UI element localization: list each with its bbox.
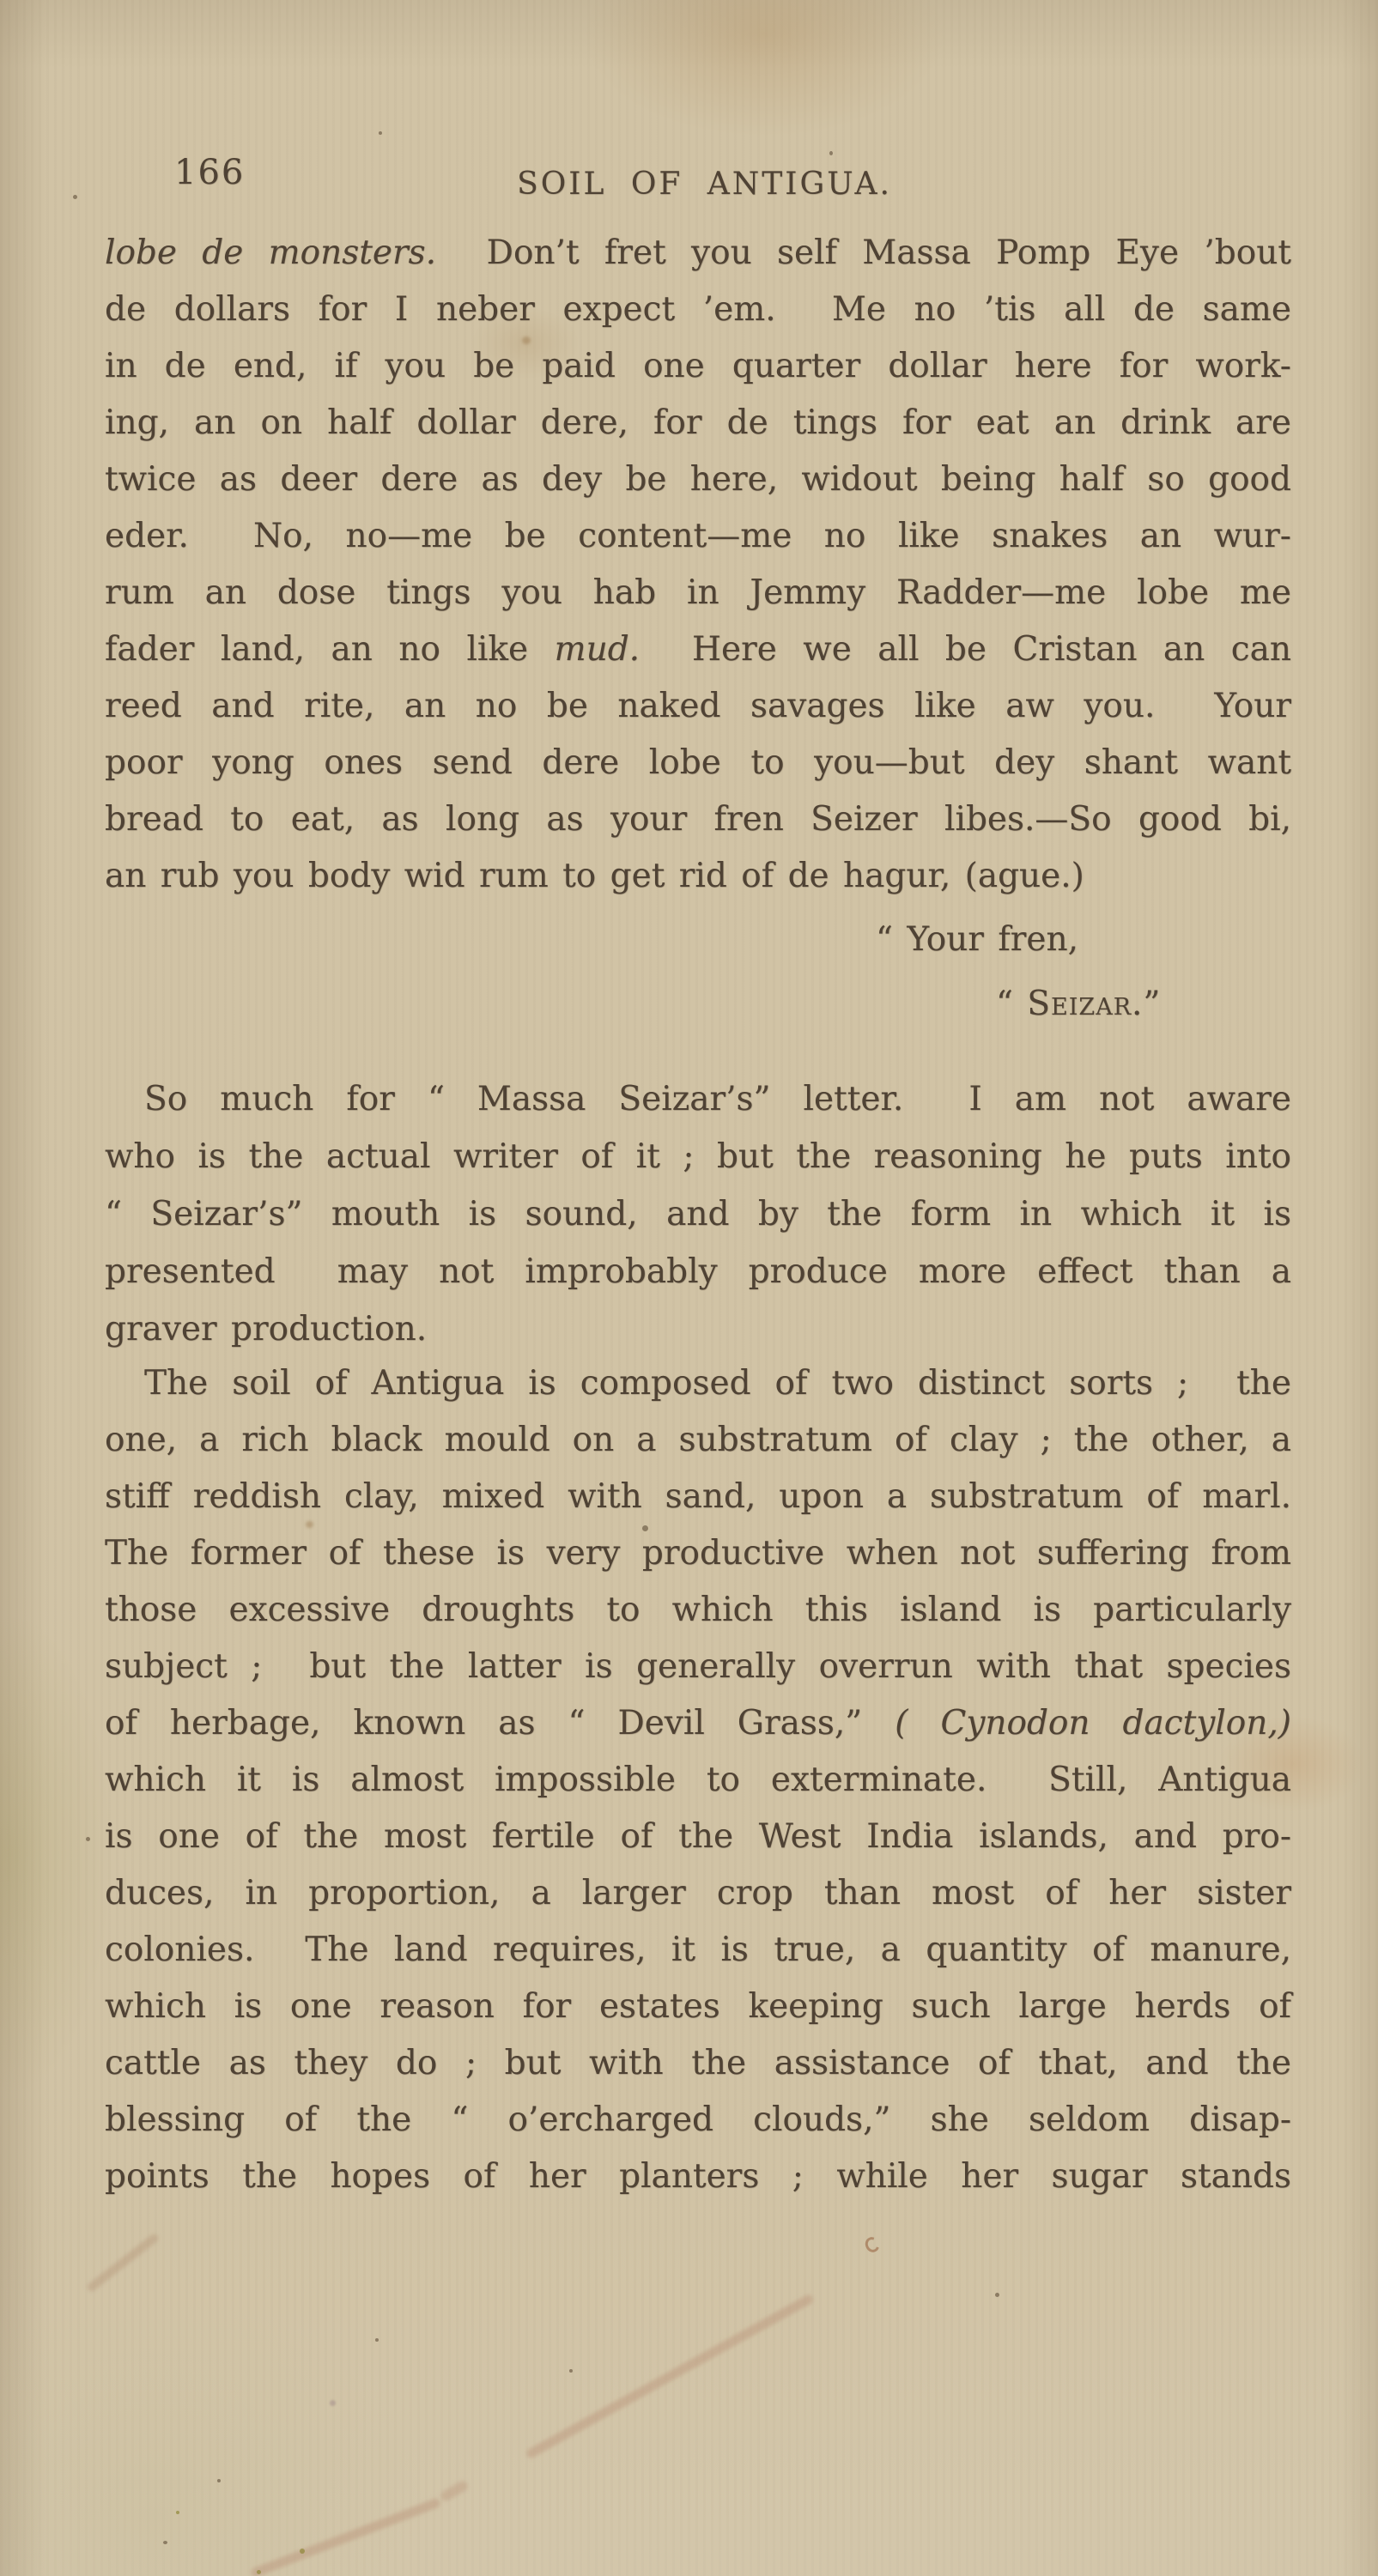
- text-line: [105, 848, 1291, 905]
- text-segment: colonies. The land requires, it is true, a quantity of manure,: [105, 1930, 1291, 1969]
- text-line: [105, 1243, 1291, 1300]
- text-line: [105, 1922, 1291, 1979]
- text-segment: Don’t fret you self Massa Pomp Eye ’bout: [436, 233, 1291, 272]
- text-line: [105, 565, 1291, 621]
- text-line: [105, 225, 1291, 282]
- text-line: [105, 1185, 1291, 1243]
- text-line: [105, 2149, 1291, 2205]
- text-line: [105, 1582, 1291, 1639]
- text-segment: Here we all be Cristan an can: [640, 630, 1291, 669]
- text-segment: ( Cynodon dactylon,): [895, 1704, 1291, 1743]
- text-segment: an rub you body wid rum to get rid of de hagur, (ague.): [105, 857, 1084, 895]
- paper-stain-spot: [522, 336, 531, 344]
- text-line: [105, 282, 1291, 338]
- text-segment: “: [996, 985, 1028, 1023]
- text-segment: one, a rich black mould on a substratum of clay ; the other, a: [105, 1421, 1291, 1459]
- paper-stain-spot: [330, 2400, 336, 2406]
- page-header: [0, 0, 1378, 223]
- ink-speck: [73, 195, 77, 199]
- text-segment: who is the actual writer of it ; but the reasoning he puts into: [105, 1137, 1291, 1176]
- text-segment: in de end, if you be paid one quarter dollar here for work-: [105, 347, 1291, 385]
- letter-signature-your-fren: [876, 912, 1078, 968]
- text-segment: ing, an on half dollar dere, for de tings for eat an drink are: [105, 403, 1291, 442]
- ink-speck: [375, 2338, 379, 2342]
- text-segment: So much for “ Massa Seizar’s” letter. I am not aware: [144, 1080, 1291, 1118]
- letter-signature-seizar: [996, 976, 1160, 1033]
- ink-speck: [569, 2369, 573, 2373]
- text-segment: rum an dose tings you hab in Jemmy Radder—me lobe me: [105, 573, 1291, 612]
- text-segment: those excessive droughts to which this island is particularly: [105, 1591, 1291, 1629]
- text-line: [105, 452, 1291, 508]
- text-segment: which it is almost impossible to exterminate. Still, Antigua: [105, 1761, 1291, 1799]
- paper-crease-mark: [439, 2479, 469, 2502]
- ink-speck: [379, 131, 382, 135]
- paper-crease-mark: [525, 2294, 815, 2460]
- text-line: [105, 1469, 1291, 1525]
- text-segment: blessing of the “ o’ercharged clouds,” she seldom disap-: [105, 2100, 1291, 2139]
- text-segment: points the hopes of her planters ; while her sugar stands: [105, 2157, 1291, 2196]
- text-line: [105, 1865, 1291, 1922]
- text-line: [876, 912, 1078, 968]
- ink-fleck: [863, 2234, 882, 2254]
- soil-description-paragraph: [105, 1355, 1291, 2205]
- text-segment: Seizar.: [1027, 985, 1144, 1023]
- text-segment: “ Your fren,: [876, 920, 1079, 959]
- text-line: [105, 1639, 1291, 1695]
- text-segment: poor yong ones send dere lobe to you—but dey shant want: [105, 743, 1291, 782]
- text-line: [105, 508, 1291, 565]
- mildew-speck: [300, 2549, 305, 2554]
- text-segment: reed and rite, an no be naked savages like aw you. Your: [105, 687, 1291, 725]
- ink-speck: [642, 1525, 648, 1531]
- ink-speck: [163, 2541, 167, 2544]
- text-segment: The soil of Antigua is composed of two distinct sorts ; the: [144, 1364, 1291, 1403]
- text-line: [105, 621, 1291, 678]
- text-segment: cattle as they do ; but with the assistance of that, and the: [105, 2044, 1291, 2082]
- text-line: [105, 1979, 1291, 2035]
- text-line: [105, 1300, 1291, 1358]
- running-title: SOIL OF ANTIGUA.: [517, 167, 892, 202]
- text-line: [105, 2035, 1291, 2092]
- text-line: [105, 1525, 1291, 1582]
- mildew-speck: [257, 2570, 261, 2574]
- letter-body-paragraph: [105, 225, 1291, 905]
- mildew-speck: [176, 2511, 179, 2514]
- text-line: [105, 1128, 1291, 1185]
- text-line: [996, 976, 1160, 1033]
- ink-speck: [86, 1837, 90, 1841]
- text-line: [105, 1070, 1291, 1128]
- ink-speck: [995, 2293, 999, 2297]
- text-segment: presented may not improbably produce more effect than a: [105, 1252, 1291, 1291]
- text-segment: The former of these is very productive when not suffering from: [105, 1534, 1291, 1573]
- text-line: [105, 2092, 1291, 2149]
- text-segment: of herbage, known as “ Devil Grass,”: [105, 1704, 895, 1743]
- text-segment: stiff reddish clay, mixed with sand, upon a substratum of marl.: [105, 1477, 1291, 1516]
- text-line: [105, 395, 1291, 452]
- paper-crease-mark: [250, 2497, 441, 2576]
- ink-speck: [217, 2479, 221, 2482]
- text-segment: twice as deer dere as dey be here, widout being half so good: [105, 460, 1291, 499]
- text-line: [105, 1695, 1291, 1752]
- text-line: [105, 1412, 1291, 1469]
- text-segment: ”: [1143, 985, 1161, 1023]
- text-line: [105, 1809, 1291, 1865]
- text-segment: is one of the most fertile of the West India islands, and pro-: [105, 1817, 1291, 1856]
- text-segment: subject ; but the latter is generally overrun with that species: [105, 1647, 1291, 1686]
- text-segment: which is one reason for estates keeping such large herds of: [105, 1987, 1291, 2026]
- paper-stain-spot: [306, 1521, 313, 1528]
- text-line: [105, 1355, 1291, 1412]
- text-segment: fader land, an no like: [105, 630, 555, 669]
- text-line: [105, 1752, 1291, 1809]
- text-line: [105, 678, 1291, 735]
- text-segment: eder. No, no—me be content—me no like snakes an wur-: [105, 517, 1291, 555]
- text-segment: bread to eat, as long as your fren Seizer libes.—So good bi,: [105, 800, 1291, 839]
- text-line: [105, 791, 1291, 848]
- page-number: 166: [174, 153, 246, 192]
- commentary-paragraph: [105, 1070, 1291, 1358]
- text-segment: “ Seizar’s” mouth is sound, and by the form in which it is: [105, 1195, 1291, 1233]
- text-segment: lobe de monsters.: [105, 233, 437, 272]
- text-line: [105, 735, 1291, 791]
- text-segment: mud.: [554, 630, 640, 669]
- paper-crease-mark: [86, 2233, 161, 2294]
- text-segment: duces, in proportion, a larger crop than most of her sister: [105, 1874, 1291, 1912]
- text-segment: graver production.: [105, 1310, 428, 1349]
- ink-speck: [829, 151, 833, 155]
- text-line: [105, 338, 1291, 395]
- text-segment: de dollars for I neber expect ’em. Me no ’tis all de same: [105, 290, 1291, 329]
